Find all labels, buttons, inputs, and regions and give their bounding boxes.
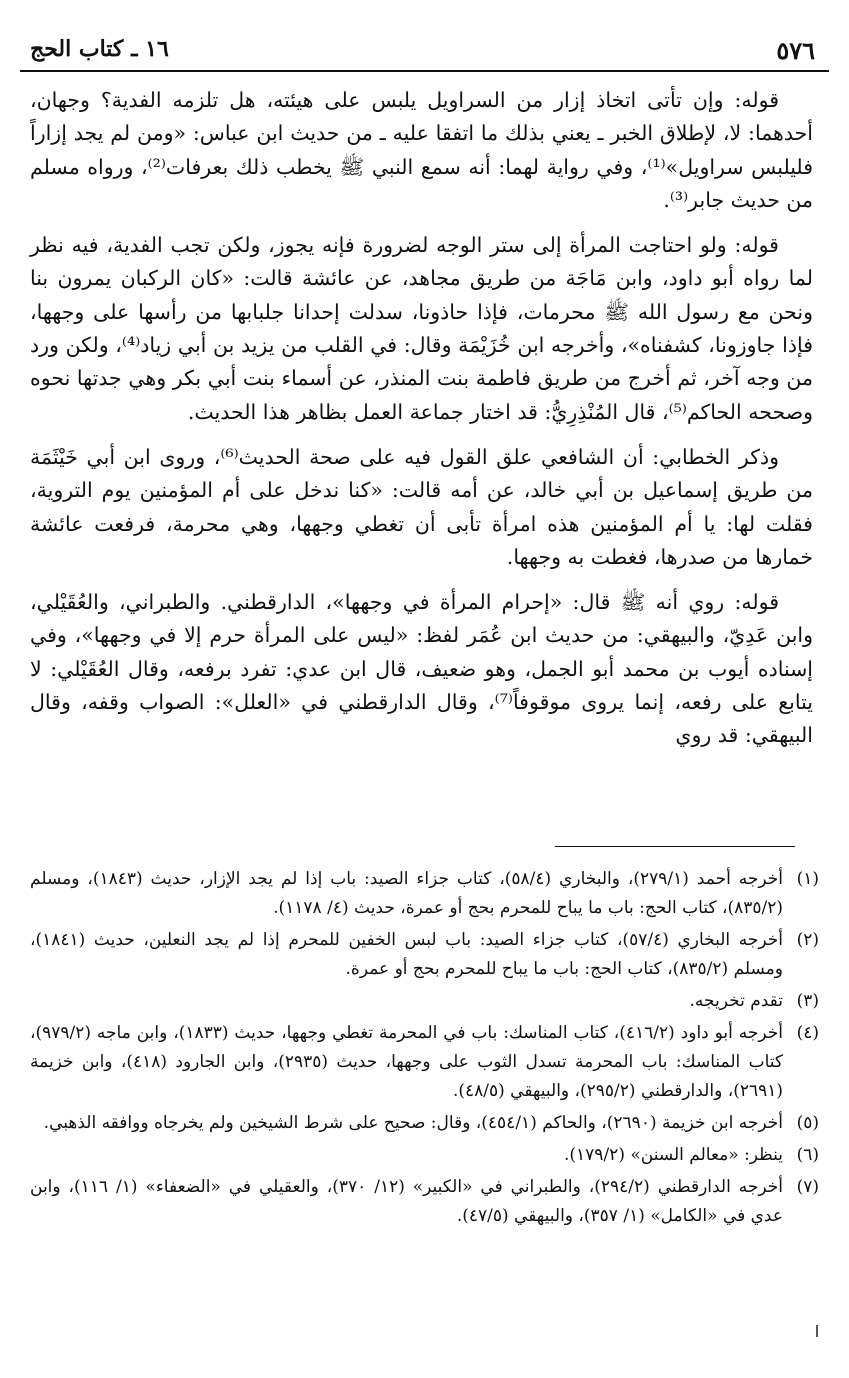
- section-title: ١٦ ـ كتاب الحج: [30, 36, 169, 62]
- page-number: ٥٧٦: [776, 36, 815, 65]
- footnote: [30, 1141, 819, 1170]
- footnote-text: أخرجه أبو داود (٤١٦/٢)، كتاب المناسك: باب في المحرمة تغطي وجهها، حديث (١٨٣٣)، وابن ماجه (٩٧٩/٢)، كتاب المناسك: باب المحرمة تسدل الثوب على وجهها، حديث (٢٩٣٥)، وابن الجارود (٤١٨)، وابن خزيمة (٢٦٩١)، والدارقطني (٢٩٥/٢)، والبيهقي (٤٨/٥).: [30, 1023, 784, 1101]
- footnote: [30, 1109, 819, 1138]
- footnote-number: (٤): [796, 1023, 819, 1043]
- header-rule: [20, 70, 829, 72]
- footnote: [30, 865, 819, 923]
- footnote-text: أخرجه البخاري (٥٧/٤)، كتاب جزاء الصيد: باب لبس الخفين للمحرم إذا لم يجد النعلين، حديث (١٨٤١)، ومسلم (٨٣٥/٢)، كتاب الحج: باب ما يباح للمحرم بحج أو عمرة.: [30, 930, 783, 979]
- footnote-number: (٣): [796, 991, 819, 1011]
- footnote-text: ينظر: «معالم السنن» (١٧٩/٢).: [564, 1145, 783, 1165]
- footnote: [30, 1173, 819, 1231]
- page-header: [20, 30, 829, 70]
- main-text: [30, 84, 813, 765]
- footnote-separator: [555, 846, 795, 847]
- footnote-number: (٧): [796, 1177, 819, 1197]
- footnotes: [30, 865, 819, 1234]
- footnote: [30, 926, 819, 984]
- scan-mark: [816, 1325, 818, 1337]
- footnote-number: (١): [796, 869, 819, 889]
- footnote-text: أخرجه الدارقطني (٢٩٤/٢)، والطبراني في «الكبير» (١٢/ ٣٧٠)، والعقيلي في «الضعفاء» (١/ ١١٦)، وابن عدي في «الكامل» (١/ ٣٥٧)، والبيهقي (٤٧/٥).: [30, 1177, 783, 1226]
- paragraph-4: قوله: روي أنه ﷺ قال: «إحرام المرأة في وجهها»، الدارقطني. والطبراني، والعُقَيْلي، وابن عَدِيّ، والبيهقي: من حديث ابن عُمَر لفظ: «ليس على المرأة حرم إلا في وجهها»، وفي إسناده أيوب بن محمد أبو الجمل، وهو ضعيف، قال ابن عدي: تفرد برفعه، وقال العُقَيْلي: لا يتابع على رفعه، إنما يروى موقوفاً⁽⁷⁾، وقال الدارقطني في «العلل»: الصواب وقفه، وقال البيهقي: قد روي: [30, 590, 814, 748]
- footnote-text: أخرجه ابن خزيمة (٢٦٩٠)، والحاكم (٤٥٤/١)، وقال: صحيح على شرط الشيخين ولم يخرجاه ووافقه الذهبي.: [43, 1113, 783, 1133]
- paragraph-2: قوله: ولو احتاجت المرأة إلى ستر الوجه لضرورة فإنه يجوز، ولكن تجب الفدية، فيه نظر لما رواه أبو داود، وابن مَاجَة من طريق مجاهد، عن عائشة قالت: «كان الركبان يمرون بنا ونحن مع رسول الله ﷺ محرمات، فإذا حاذونا، سدلت إحدانا جلبابها من رأسها على وجهها، فإذا جاوزونا، كشفناه»، وأخرجه ابن خُزَيْمَة وقال: في القلب من يزيد بن أبي زياد⁽⁴⁾، ولكن ورد من وجه آخر، ثم أخرج من طريق فاطمة بنت المنذر، عن أسماء بنت أبي بكر وهي جدتها نحوه وصححه الحاكم⁽⁵⁾، قال المُنْذِرِيُّ: قد اختار جماعة العمل بظاهر هذا الحديث.: [30, 233, 814, 424]
- paragraph-1: قوله: وإن تأتى اتخاذ إزار من السراويل يلبس على هيئته، هل تلزمه الفدية؟ وجهان، أحدهما: لا، لإطلاق الخبر ـ يعني بذلك ما اتفقا عليه ـ من حديث ابن عباس: «ومن لم يجد إزاراً فليلبس سراويل»⁽¹⁾، وفي رواية لهما: أنه سمع النبي ﷺ يخطب ذلك بعرفات⁽²⁾، ورواه مسلم من حديث جابر⁽³⁾.: [30, 88, 813, 212]
- paragraph-3: وذكر الخطابي: أن الشافعي علق القول فيه على صحة الحديث⁽⁶⁾، وروى ابن أبي خَيْثَمَة من طريق إسماعيل بن أبي خالد، عن أمه قالت: «كنا ندخل على أم المؤمنين يوم التروية، فقلت لها: يا أم المؤمنين هذه امرأة تأبى أن تغطي وجهها، وهي محرمة، فرفعت عائشة خمارها من صدرها، فغطت به وجهها.: [30, 444, 813, 569]
- footnote-text: تقدم تخريجه.: [689, 991, 783, 1011]
- footnote-number: (٥): [796, 1113, 819, 1133]
- footnote-number: (٢): [796, 930, 819, 950]
- footnote: [30, 1019, 819, 1106]
- footnote-text: أخرجه أحمد (٢٧٩/١)، والبخاري (٥٨/٤)، كتاب جزاء الصيد: باب إذا لم يجد الإزار، حديث (١٨٤٣)، ومسلم (٨٣٥/٢)، كتاب الحج: باب ما يباح للمحرم بحج أو عمرة، حديث (٤/ ١١٧٨).: [30, 869, 783, 918]
- footnote-number: (٦): [796, 1145, 819, 1165]
- footnote: [30, 987, 819, 1016]
